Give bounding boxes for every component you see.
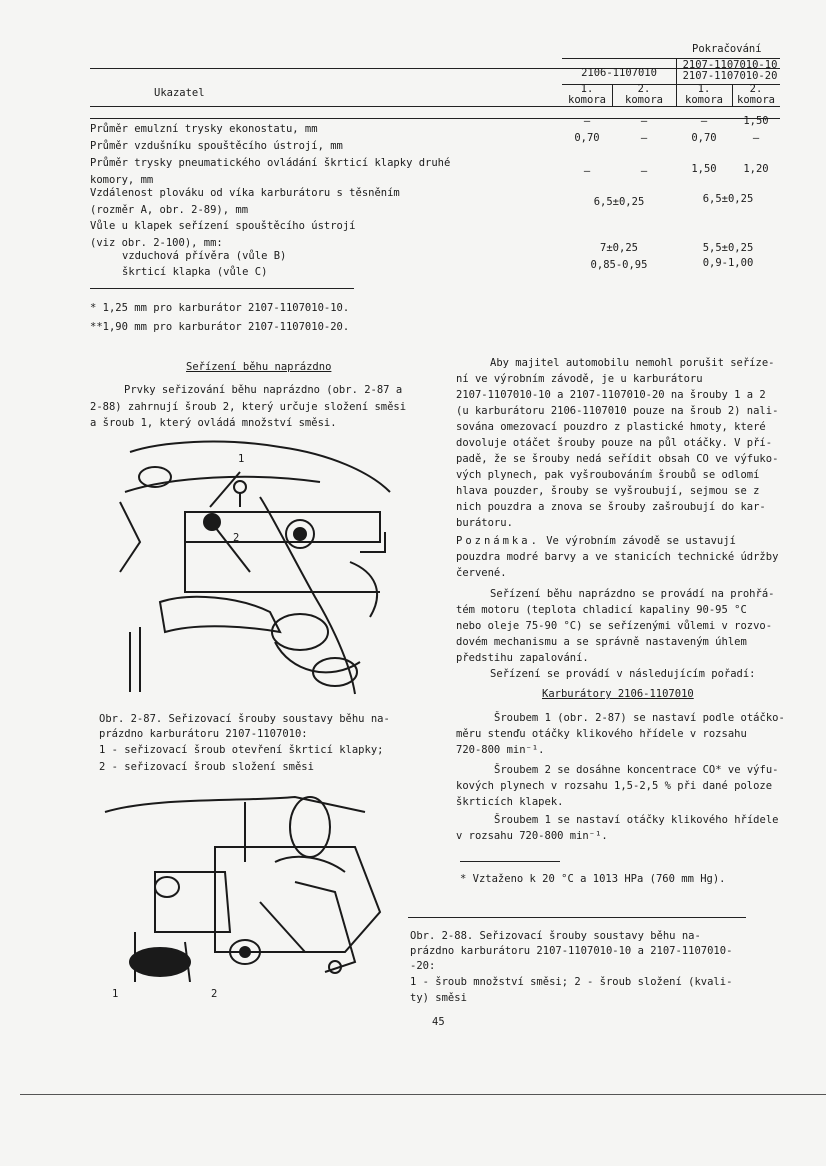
intro-line: Prvky seřizování běhu naprázdno (obr. 2-87 a: [124, 384, 403, 396]
row-label: škrticí klapka (vůle C): [122, 266, 268, 278]
model-b-line2: 2107-1107010-20: [682, 70, 778, 82]
chamber-num: 1.: [580, 83, 594, 95]
intro-line: a šroub 1, který ovládá množství směsi.: [90, 417, 337, 429]
para-line: škrticích klapek.: [456, 796, 564, 808]
cell-a1: –: [583, 165, 591, 177]
note-line: červené.: [456, 567, 507, 579]
chamber-num: 1.: [697, 83, 711, 95]
model-b-line1: 2107-1107010-10: [682, 59, 778, 71]
para-line: 2107-1107010-10 a 2107-1107010-20 na šrouby 1 a 2: [456, 389, 766, 401]
cell-a1: –: [583, 115, 591, 127]
row-label-cont: (rozměr A, obr. 2-89), mm: [90, 204, 249, 216]
cell-b2: 1,50: [743, 115, 769, 127]
subheading: Karburátory 2106-1107010: [542, 688, 694, 700]
chamber-word: komora: [737, 94, 775, 106]
table-row: [122, 265, 267, 279]
fig-88-caption-line: -20:: [410, 960, 436, 972]
right-footnote: * Vztaženo k 20 °C a 1013 HPa (760 mm Hg).: [460, 873, 726, 885]
fig-87-label-2: 2: [233, 532, 240, 544]
param-column-header: Ukazatel: [154, 87, 205, 99]
para-line: Šroubem 1 (obr. 2-87) se nastaví podle otáčko-: [494, 712, 785, 724]
chamber-a2-header: [612, 84, 676, 106]
note-text: Ve výrobním závodě se ustavují: [546, 535, 736, 547]
fig-2-88-illustration: [95, 792, 385, 982]
table-row: [90, 219, 356, 250]
chamber-b1-header: [676, 84, 732, 106]
row-label: Průměr trysky pneumatického ovládání škrticí klapky druhé: [90, 157, 451, 169]
row-label-cont: komory, mm: [90, 174, 154, 186]
fig-87-caption-line: prázdno karburátoru 2107-1107010:: [99, 728, 308, 740]
row-label: Průměr vzdušníku spouštěcího ústrojí, mm: [90, 140, 343, 152]
note-line: [456, 534, 785, 548]
cell-b: 0,9-1,00: [702, 257, 754, 269]
para-line: předstihu zapalování.: [456, 652, 589, 664]
row-label: vzduchová přívěra (vůle B): [122, 250, 287, 262]
para-line: kových plynech v rozsahu 1,5-2,5 % při dané poloze: [456, 780, 773, 792]
model-b-header: [678, 60, 782, 82]
fig-87-caption-line: 2 - seřizovací šroub složení směsi: [99, 761, 314, 773]
cell-b: 6,5±0,25: [702, 193, 754, 205]
para-line: burátoru.: [456, 517, 513, 529]
cell-a2: –: [640, 132, 648, 144]
fig-87-caption-line: Obr. 2-87. Seřizovací šrouby soustavy běhu na-: [99, 713, 390, 725]
page-number: 45: [432, 1016, 445, 1028]
para-line: dovém mechanismu a se správně nastaveným úhlem: [456, 636, 747, 648]
chamber-b2-header: [732, 84, 780, 106]
para-line: Seřízení se provádí v následujícím pořadí:: [490, 668, 756, 680]
note-line: pouzdra modré barvy a ve stanicích technické údržby: [456, 551, 779, 563]
para-line: měru stenďu otáčky klikového hřídele v rozsahu: [456, 728, 747, 740]
para-line: nebo oleje 75-90 °C) se seřízenými vůlemi v rozvo-: [456, 620, 773, 632]
table-row: [90, 156, 450, 187]
cell-a: 7±0,25: [600, 242, 638, 254]
fig-88-caption-rule: [408, 917, 746, 918]
para-line: tém motoru (teplota chladicí kapaliny 90-95 °C: [456, 604, 747, 616]
cell-a2: –: [640, 165, 648, 177]
para-line: Aby majitel automobilu nemohl porušit seříze-: [490, 357, 775, 369]
fig-2-87-illustration: [100, 432, 395, 700]
chamber-word: komora: [685, 94, 723, 106]
para-line: (u karburátoru 2106-1107010 pouze na šroub 2) nali-: [456, 405, 779, 417]
para-line: vých plynech, pak vyšroubováním šroubů se odlomí: [456, 469, 760, 481]
para-line: Šroubem 2 se dosáhne koncentrace CO* ve výfu-: [494, 764, 779, 776]
fig-88-label-1: 1: [112, 988, 119, 1000]
chamber-num: 2.: [749, 83, 763, 95]
para-line: padě, že se šrouby nedá seřídit obsah CO ve výfuko-: [456, 453, 779, 465]
note-word: Poznámka.: [456, 535, 540, 547]
bottom-edge-rule: [20, 1094, 826, 1095]
fig-87-label-1: 1: [238, 453, 245, 465]
para-line: v rozsahu 720-800 min⁻¹.: [456, 830, 608, 842]
para-line: 720-800 min⁻¹.: [456, 744, 545, 756]
para-line: sována omezovací pouzdro z plastické hmoty, které: [456, 421, 766, 433]
table-row: [90, 122, 318, 136]
cell-a: 6,5±0,25: [593, 196, 645, 208]
table-row: [90, 186, 400, 217]
section-title: Seřízení běhu naprázdno: [186, 361, 332, 373]
fig-88-label-2: 2: [211, 988, 218, 1000]
para-line: Seřízení běhu naprázdno se provádí na prohřá-: [490, 588, 775, 600]
para-line: hlava pouzder, šrouby se vyšroubují, sejmou se z: [456, 485, 760, 497]
table-header-bottom-rule: [90, 106, 780, 107]
cell-b1: 0,70: [691, 132, 717, 144]
chamber-a1-header: [562, 84, 612, 106]
para-line: dovoluje otáčet šrouby pouze na půl otáčky. V pří-: [456, 437, 773, 449]
fig-88-caption-line: Obr. 2-88. Seřizovací šrouby soustavy běhu na-: [410, 930, 701, 942]
right-footnote-rule: [460, 861, 560, 862]
fig-87-caption-line: 1 - seřizovací šroub otevření škrticí klapky;: [99, 744, 384, 756]
model-a-header: 2106-1107010: [581, 67, 657, 79]
footnote-1: * 1,25 mm pro karburátor 2107-1107010-10.: [90, 302, 350, 314]
cell-b: 5,5±0,25: [702, 242, 754, 254]
row-label: Vůle u klapek seřízení spouštěcího ústrojí: [90, 220, 356, 232]
para-line: Šroubem 1 se nastaví otáčky klikového hřídele: [494, 814, 779, 826]
cell-a1: 0,70: [574, 132, 600, 144]
continued-label: Pokračování: [692, 43, 762, 55]
row-label: Průměr emulzní trysky ekonostatu, mm: [90, 123, 318, 135]
fig-88-caption-line: 1 - šroub množství směsi; 2 - šroub složení (kvali-: [410, 976, 733, 988]
fig-88-caption-line: ty) směsi: [410, 992, 467, 1004]
row-label-cont: (viz obr. 2-100), mm:: [90, 237, 223, 249]
chamber-word: komora: [568, 94, 606, 106]
fig-88-caption-line: prázdno karburátoru 2107-1107010-10 a 2107-1107010-: [410, 945, 733, 957]
para-line: nich pouzdra a znova se šrouby zašroubují do kar-: [456, 501, 766, 513]
right-column: [456, 356, 785, 843]
cell-b2: –: [752, 132, 760, 144]
footnote-2: **1,90 mm pro karburátor 2107-1107010-20.: [90, 321, 350, 333]
cell-b1: 1,50: [691, 163, 717, 175]
intro-line: 2-88) zahrnují šroub 2, který určuje složení směsi: [90, 401, 407, 413]
table-row: [90, 139, 343, 153]
row-label: Vzdálenost plováku od víka karburátoru s těsněním: [90, 187, 400, 199]
cell-a2: –: [640, 115, 648, 127]
cell-b2: 1,20: [743, 163, 769, 175]
table-row: [122, 249, 286, 263]
para-line: ní ve výrobním závodě, je u karburátoru: [456, 373, 703, 385]
cell-a: 0,85-0,95: [590, 259, 648, 271]
chamber-num: 2.: [637, 83, 651, 95]
cell-b1: –: [700, 115, 708, 127]
chamber-word: komora: [625, 94, 663, 106]
footnote-rule: [90, 288, 354, 289]
